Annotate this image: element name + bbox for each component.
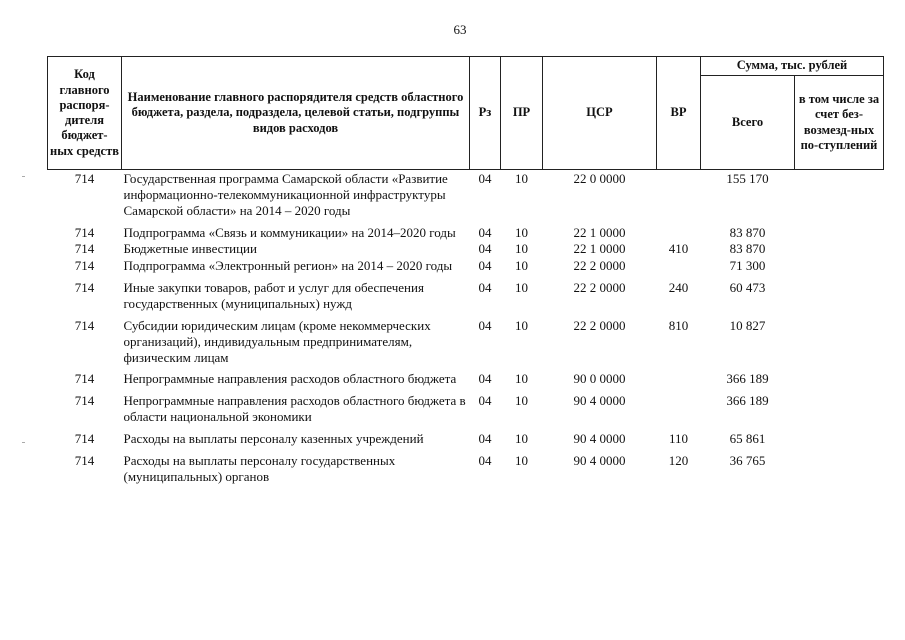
cell-csr: 22 2 0000 [573,258,626,274]
budget-table [47,56,884,490]
cell-rz: 04 [478,241,492,257]
cell-gratis [795,392,884,430]
cell-rz: 04 [478,431,492,447]
table-row [48,279,884,317]
cell-gratis [795,279,884,317]
cell-rz: 04 [478,393,492,409]
cell-pr: 10 [515,241,528,257]
cell-total: 71 300 [729,258,766,274]
cell-total: 36 765 [729,452,766,468]
cell-vr: 240 [668,280,689,296]
cell-vr: 410 [668,241,689,257]
cell-code: 714 [74,452,95,468]
header-csr: ЦСР [543,57,657,170]
table-header [48,57,884,170]
cell-total: 366 189 [726,393,769,409]
header-rz: Рз [470,57,501,170]
cell-vr: 810 [668,317,689,333]
cell-gratis [795,452,884,490]
cell-name: Подпрограмма «Связь и коммуникации» на 2014–2020 годы [123,224,456,240]
cell-pr: 10 [515,393,528,409]
cell-rz: 04 [478,171,492,186]
cell-pr: 10 [515,452,528,468]
cell-code: 714 [74,431,95,447]
header-code: Код главного распоря-дителя бюджет-ных средств [48,57,122,170]
header-name: Наименование главного распорядителя средств областного бюджета, раздела, подраздела, целевой статьи, подгруппы видов расходов [122,57,470,170]
cell-csr: 22 1 0000 [573,241,626,257]
cell-pr: 10 [515,171,528,186]
cell-code: 714 [74,317,95,333]
cell-csr: 90 4 0000 [573,393,626,409]
cell-gratis [795,370,884,392]
cell-name: Непрограммные направления расходов областного бюджета в области национальной экономики [123,393,466,425]
cell-rz: 04 [478,224,492,240]
cell-rz: 04 [478,371,492,387]
cell-pr: 10 [515,224,528,240]
header-vr: ВР [657,57,701,170]
cell-pr: 10 [515,317,528,333]
cell-name: Субсидии юридическим лицам (кроме некоммерческих организаций), индивидуальным предпринимателям, физическим лицам [123,317,431,365]
table-row [48,257,884,279]
cell-code: 714 [74,258,95,274]
table-row [48,430,884,452]
table-row [48,452,884,490]
page-number: 63 [453,22,467,37]
header-gratis: в том числе за счет без-возмезд-ных по-ступлений [795,76,884,170]
table-row [48,170,884,224]
cell-csr: 90 4 0000 [573,431,626,447]
cell-csr: 90 4 0000 [573,452,626,468]
cell-vr [657,257,701,279]
table-row [48,392,884,430]
cell-gratis [795,317,884,371]
cell-total: 83 870 [729,224,766,240]
cell-vr: 120 [668,452,689,468]
cell-vr [657,392,701,430]
cell-name: Государственная программа Самарской области «Развитие информационно-телекоммуникационной инфраструктуры Самарской области» на 2014 – 2020 годы [123,171,448,218]
cell-code: 714 [74,224,95,240]
cell-code: 714 [74,393,95,409]
cell-csr: 22 0 0000 [573,171,626,186]
cell-rz: 04 [478,258,492,274]
cell-rz: 04 [478,317,492,333]
cell-name: Бюджетные инвестиции [123,241,257,257]
cell-code: 714 [74,280,95,296]
cell-total: 366 189 [726,371,769,387]
cell-code: 714 [74,371,95,387]
cell-pr: 10 [515,371,528,387]
cell-pr: 10 [515,431,528,447]
cell-pr: 10 [515,280,528,296]
cell-vr [657,370,701,392]
cell-gratis [795,430,884,452]
cell-total: 60 473 [729,280,766,296]
cell-code: 714 [74,241,95,257]
cell-gratis [795,224,884,241]
cell-vr [657,224,701,241]
table-row [48,240,884,257]
cell-rz: 04 [478,280,492,296]
header-total: Всего [701,76,795,170]
margin-tick-mark [22,442,25,443]
header-pr: ПР [501,57,543,170]
cell-rz: 04 [478,452,492,468]
cell-gratis [795,240,884,257]
cell-name: Подпрограмма «Электронный регион» на 2014 – 2020 годы [123,258,453,274]
cell-name: Расходы на выплаты персоналу казенных учреждений [123,431,424,447]
header-sum-group: Сумма, тыс. рублей [701,57,884,76]
cell-total: 83 870 [729,241,766,257]
table-row [48,370,884,392]
table-row [48,317,884,371]
cell-name: Иные закупки товаров, работ и услуг для обеспечения государственных (муниципальных) нужд [123,280,424,312]
cell-csr: 90 0 0000 [573,371,626,387]
cell-name: Непрограммные направления расходов областного бюджета [123,371,457,387]
cell-csr: 22 2 0000 [573,317,626,333]
cell-code: 714 [74,171,95,186]
table-row [48,224,884,241]
cell-csr: 22 1 0000 [573,224,626,240]
cell-total: 65 861 [729,431,766,447]
cell-pr: 10 [515,258,528,274]
cell-gratis [795,257,884,279]
cell-total: 155 170 [726,171,769,186]
cell-name: Расходы на выплаты персоналу государственных (муниципальных) органов [123,452,396,484]
cell-vr: 110 [668,431,689,447]
cell-total: 10 827 [729,317,766,333]
cell-gratis [795,170,884,224]
margin-tick-mark [22,176,25,177]
cell-vr [657,170,701,224]
cell-csr: 22 2 0000 [573,280,626,296]
